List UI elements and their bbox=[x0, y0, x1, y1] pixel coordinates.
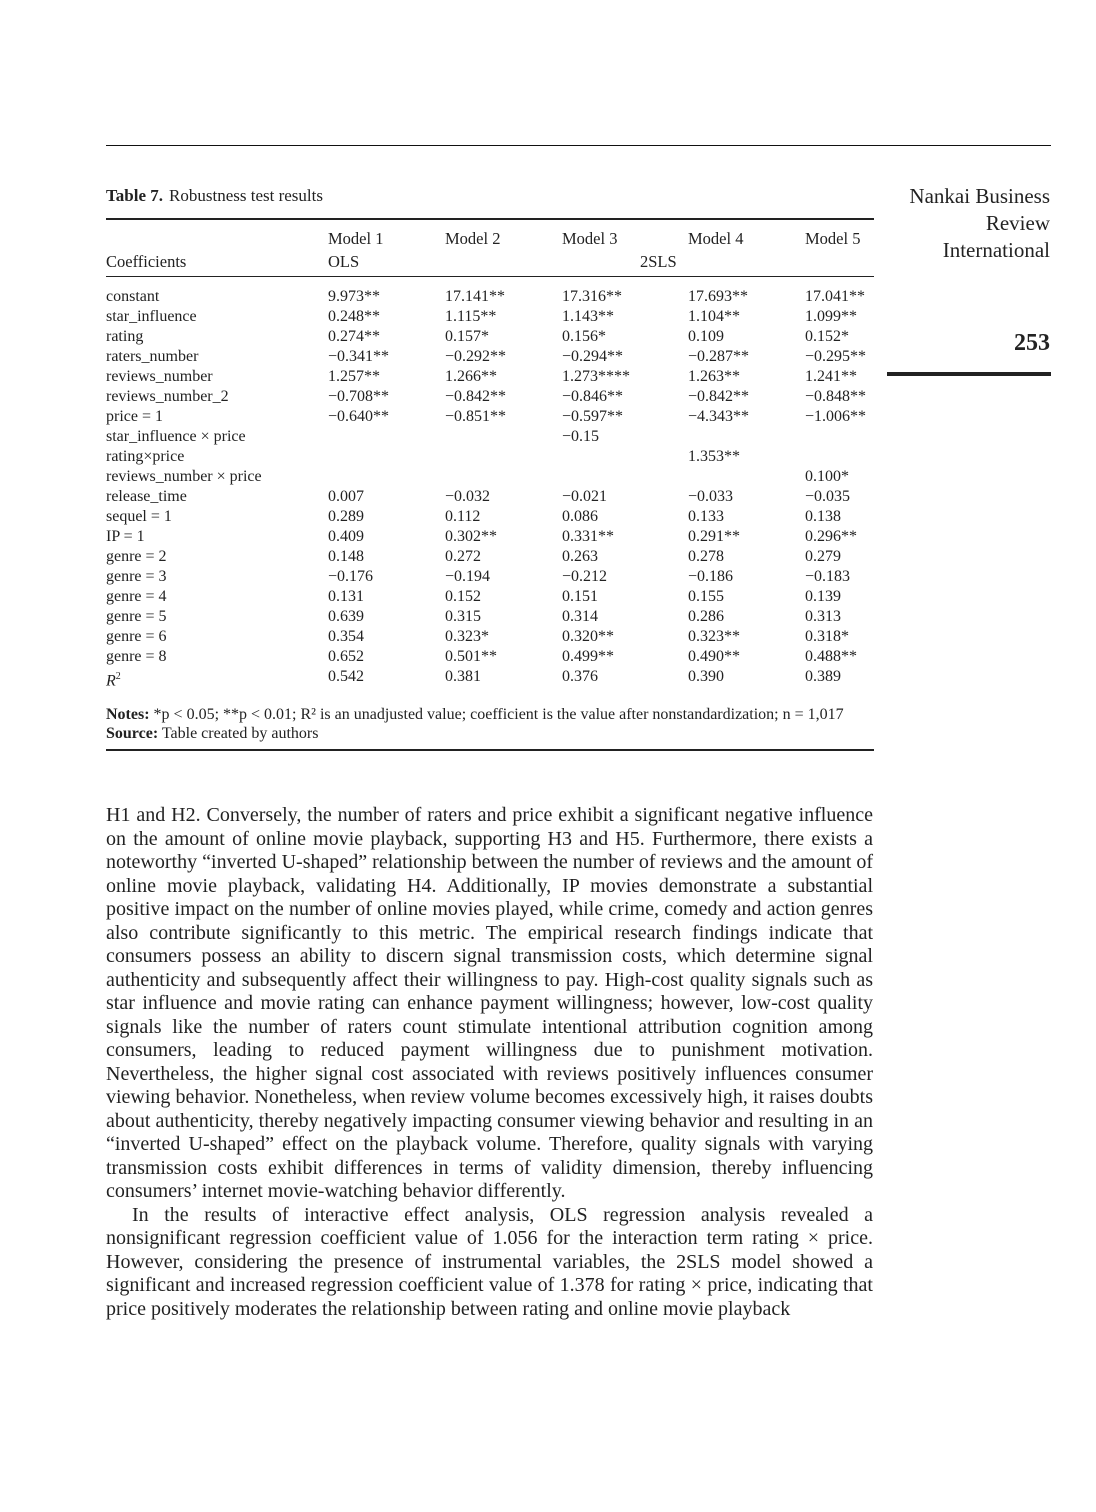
row-label bbox=[106, 667, 328, 691]
journal-title-line: Review bbox=[985, 211, 1050, 235]
table-row bbox=[106, 547, 874, 567]
r2-superscript: 2 bbox=[115, 671, 121, 682]
table-cell: 0.152* bbox=[805, 328, 849, 345]
table-cell: −0.186 bbox=[688, 568, 734, 585]
journal-title-line: International bbox=[942, 238, 1050, 262]
table-row bbox=[106, 307, 874, 327]
table-cell: 0.488** bbox=[805, 648, 857, 665]
table-cell: −0.597** bbox=[562, 408, 624, 425]
table-cell: 0.296** bbox=[805, 528, 857, 545]
header-coefficients: Coefficients bbox=[106, 252, 187, 271]
row-label: rating×price bbox=[106, 448, 185, 465]
row-label: genre = 3 bbox=[106, 568, 167, 585]
table-cell: 0.133 bbox=[688, 508, 724, 525]
table-cell: 0.151 bbox=[562, 588, 598, 605]
header-rule bbox=[106, 145, 1051, 146]
table-row bbox=[106, 587, 874, 607]
table-row bbox=[106, 667, 874, 691]
table-cell: 0.409 bbox=[328, 528, 364, 545]
table-cell: −0.15 bbox=[562, 428, 600, 445]
table-cell: −0.295** bbox=[805, 348, 867, 365]
table-cell: 1.257** bbox=[328, 368, 380, 385]
table-cell bbox=[805, 447, 874, 467]
table-row bbox=[106, 407, 874, 427]
header-model: Model 2 bbox=[445, 229, 501, 248]
page-number-rule bbox=[887, 372, 1051, 376]
table-row bbox=[106, 287, 874, 307]
table-row bbox=[106, 347, 874, 367]
header-model: Model 1 bbox=[328, 229, 384, 248]
table-cell: 17.693** bbox=[688, 288, 748, 305]
paragraph: In the results of interactive effect analysis, OLS regression analysis revealed a nonsignificant regression coefficient value of 1.056 for the interaction term rating × price. However, considering the presence of instrumental variables, the 2SLS model showed a significant and increased regression coefficient value of 1.378 for rating × price, indicating that price positively moderates the relationship between rating and online movie playback bbox=[106, 1203, 873, 1320]
table-cell bbox=[445, 447, 562, 467]
table-cell: 0.248** bbox=[328, 308, 380, 325]
table-cell bbox=[688, 427, 805, 447]
row-label: raters_number bbox=[106, 348, 199, 365]
row-label: star_influence bbox=[106, 308, 197, 325]
row-label: sequel = 1 bbox=[106, 508, 172, 525]
table-caption bbox=[106, 186, 323, 206]
header-method-2sls: 2SLS bbox=[640, 252, 677, 271]
table-cell: 0.320** bbox=[562, 628, 614, 645]
table-cell: 17.041** bbox=[805, 288, 865, 305]
table-cell: 0.155 bbox=[688, 588, 724, 605]
table-cell: 1.241** bbox=[805, 368, 857, 385]
table-cell: 17.316** bbox=[562, 288, 622, 305]
table-row bbox=[106, 627, 874, 647]
table-cell: −0.294** bbox=[562, 348, 624, 365]
row-label: reviews_number_2 bbox=[106, 388, 229, 405]
table-cell: 0.112 bbox=[445, 508, 481, 525]
table-cell bbox=[328, 467, 445, 487]
table-cell: 0.272 bbox=[445, 548, 481, 565]
table-row bbox=[106, 327, 874, 347]
table-notes bbox=[106, 705, 874, 749]
table-cell: 0.157* bbox=[445, 328, 489, 345]
body-text bbox=[106, 804, 873, 1321]
table-cell: 0.542 bbox=[328, 668, 364, 685]
table-row bbox=[106, 447, 874, 467]
table-cell bbox=[562, 467, 688, 487]
table-header-rule bbox=[106, 276, 874, 277]
table-cell: −0.708** bbox=[328, 388, 390, 405]
results-table bbox=[106, 218, 874, 751]
row-label: release_time bbox=[106, 488, 187, 505]
source-text: Table created by authors bbox=[161, 725, 319, 743]
table-cell: −0.035 bbox=[805, 488, 851, 505]
table-cell bbox=[328, 427, 445, 447]
table-cell: −0.851** bbox=[445, 408, 507, 425]
table-caption-label: Table 7. bbox=[106, 186, 164, 205]
row-label: genre = 5 bbox=[106, 608, 167, 625]
table-cell: 0.499** bbox=[562, 648, 614, 665]
table-row bbox=[106, 367, 874, 387]
table-cell: −1.006** bbox=[805, 408, 867, 425]
table-cell: 1.353** bbox=[688, 448, 740, 465]
table-cell: 0.263 bbox=[562, 548, 598, 565]
table-cell: 0.286 bbox=[688, 608, 724, 625]
table-cell: 0.152 bbox=[445, 588, 481, 605]
table-cell bbox=[445, 427, 562, 447]
table-row bbox=[106, 427, 874, 447]
row-label: reviews_number × price bbox=[106, 468, 262, 485]
table-cell: 0.313 bbox=[805, 608, 841, 625]
table-cell: 0.100* bbox=[805, 468, 849, 485]
table-cell: −0.292** bbox=[445, 348, 507, 365]
table-cell: 0.278 bbox=[688, 548, 724, 565]
row-label: reviews_number bbox=[106, 368, 213, 385]
table-cell: −0.021 bbox=[562, 488, 608, 505]
table-cell: 0.274** bbox=[328, 328, 380, 345]
table-cell: −0.842** bbox=[445, 388, 507, 405]
row-label: genre = 6 bbox=[106, 628, 167, 645]
table-cell bbox=[328, 447, 445, 467]
header-method-ols: OLS bbox=[328, 252, 360, 271]
table-cell: −4.343** bbox=[688, 408, 750, 425]
table-cell: −0.032 bbox=[445, 488, 491, 505]
table-cell: 1.266** bbox=[445, 368, 497, 385]
row-label: rating bbox=[106, 328, 144, 345]
table-cell: −0.212 bbox=[562, 568, 608, 585]
table-cell: 0.652 bbox=[328, 648, 364, 665]
row-label: genre = 8 bbox=[106, 648, 167, 665]
table-cell: 0.381 bbox=[445, 668, 481, 685]
table-cell: −0.194 bbox=[445, 568, 491, 585]
table-cell: 0.318* bbox=[805, 628, 849, 645]
table-row bbox=[106, 647, 874, 667]
table-row bbox=[106, 507, 874, 527]
journal-title bbox=[850, 183, 1050, 264]
table-cell bbox=[805, 427, 874, 447]
source-label: Source: bbox=[106, 725, 159, 743]
table-row bbox=[106, 567, 874, 587]
table-row bbox=[106, 467, 874, 487]
table-cell: 0.501** bbox=[445, 648, 497, 665]
table-cell: 0.138 bbox=[805, 508, 841, 525]
table-cell: 1.099** bbox=[805, 308, 857, 325]
table-cell: 0.131 bbox=[328, 588, 364, 605]
table-cell: 1.104** bbox=[688, 308, 740, 325]
header-model: Model 4 bbox=[688, 229, 744, 248]
notes-text: *p < 0.05; **p < 0.01; R² is an unadjusted value; coefficient is the value after nonstandardization; n = 1,017 bbox=[153, 706, 844, 724]
table-cell: −0.176 bbox=[328, 568, 374, 585]
table-cell: 0.156* bbox=[562, 328, 606, 345]
table-cell: 0.302** bbox=[445, 528, 497, 545]
table-caption-text: Robustness test results bbox=[169, 186, 323, 205]
row-label: genre = 2 bbox=[106, 548, 167, 565]
table-cell: −0.183 bbox=[805, 568, 851, 585]
table-cell: 0.315 bbox=[445, 608, 481, 625]
notes-line bbox=[106, 705, 874, 724]
table-cell: 0.109 bbox=[688, 328, 724, 345]
table-row bbox=[106, 387, 874, 407]
row-label: IP = 1 bbox=[106, 528, 145, 545]
header-model: Model 5 bbox=[805, 229, 861, 248]
table-cell: 17.141** bbox=[445, 288, 505, 305]
table-cell: 0.139 bbox=[805, 588, 841, 605]
table-cell: −0.842** bbox=[688, 388, 750, 405]
table-cell: 0.389 bbox=[805, 668, 841, 685]
table-cell: 0.279 bbox=[805, 548, 841, 565]
table-cell: 0.331** bbox=[562, 528, 614, 545]
table-cell: 0.289 bbox=[328, 508, 364, 525]
table-cell: −0.848** bbox=[805, 388, 867, 405]
table-cell: 0.086 bbox=[562, 508, 598, 525]
table-cell: 1.143** bbox=[562, 308, 614, 325]
r2-label: R bbox=[106, 672, 116, 690]
table-cell: 0.323* bbox=[445, 628, 489, 645]
table-cell bbox=[562, 447, 688, 467]
table-cell: 1.115** bbox=[445, 308, 497, 325]
table-cell bbox=[445, 467, 562, 487]
table-cell: 0.007 bbox=[328, 488, 364, 505]
table-row bbox=[106, 527, 874, 547]
table-cell: 0.490** bbox=[688, 648, 740, 665]
header-model: Model 3 bbox=[562, 229, 618, 248]
table-cell: 1.263** bbox=[688, 368, 740, 385]
table-cell: 1.273**** bbox=[562, 368, 630, 385]
row-label: price = 1 bbox=[106, 408, 163, 425]
table-row bbox=[106, 487, 874, 507]
table-cell bbox=[688, 467, 805, 487]
table-cell: −0.341** bbox=[328, 348, 390, 365]
table-cell: −0.287** bbox=[688, 348, 750, 365]
table-cell: 0.390 bbox=[688, 668, 724, 685]
table-cell: 0.291** bbox=[688, 528, 740, 545]
table-cell: −0.033 bbox=[688, 488, 734, 505]
table-cell: 0.323** bbox=[688, 628, 740, 645]
paragraph: H1 and H2. Conversely, the number of raters and price exhibit a significant negative influence on the amount of online movie playback, supporting H3 and H5. Furthermore, there exists a noteworthy “inverted U-shaped” relationship between the number of reviews and the amount of online movie playback, validating H4. Additionally, IP movies demonstrate a substantial positive impact on the number of online movies played, while crime, comedy and action genres also contribute significantly to this metric. The empirical research findings indicate that consumers possess an ability to discern signal transmission costs, which determine signal authenticity and subsequently affect their willingness to pay. High-cost quality signals such as star influence and movie rating can enhance payment willingness; however, low-cost quality signals like the number of raters count stimulate intentional attribution cognition among consumers, leading to reduced payment willingness due to punishment motivation. Nevertheless, the higher signal cost associated with reviews positively influences consumer viewing behavior. Nonetheless, when review volume becomes excessively high, it raises doubts about authenticity, thereby negatively impacting consumer viewing behavior and resulting in an “inverted U-shaped” effect on the playback volume. Therefore, quality signals with varying transmission costs exhibit differences in terms of validity dimension, thereby influencing consumers’ internet movie-watching behavior differently. bbox=[106, 804, 873, 1202]
table-cell: 0.639 bbox=[328, 608, 364, 625]
table-header bbox=[106, 220, 874, 276]
row-label: genre = 4 bbox=[106, 588, 167, 605]
journal-title-line: Nankai Business bbox=[909, 184, 1050, 208]
table-row bbox=[106, 607, 874, 627]
table-cell: −0.640** bbox=[328, 408, 390, 425]
row-label: star_influence × price bbox=[106, 428, 246, 445]
table-cell: −0.846** bbox=[562, 388, 624, 405]
table-cell: 0.314 bbox=[562, 608, 598, 625]
row-label: constant bbox=[106, 288, 160, 305]
source-line bbox=[106, 724, 874, 743]
table-body bbox=[106, 287, 874, 691]
table-cell: 0.376 bbox=[562, 668, 598, 685]
table-cell: 0.148 bbox=[328, 548, 364, 565]
table-bottom-rule bbox=[106, 749, 874, 751]
table-cell: 9.973** bbox=[328, 288, 380, 305]
table-cell: 0.354 bbox=[328, 628, 364, 645]
page-number: 253 bbox=[1014, 330, 1050, 356]
notes-label: Notes: bbox=[106, 706, 150, 724]
